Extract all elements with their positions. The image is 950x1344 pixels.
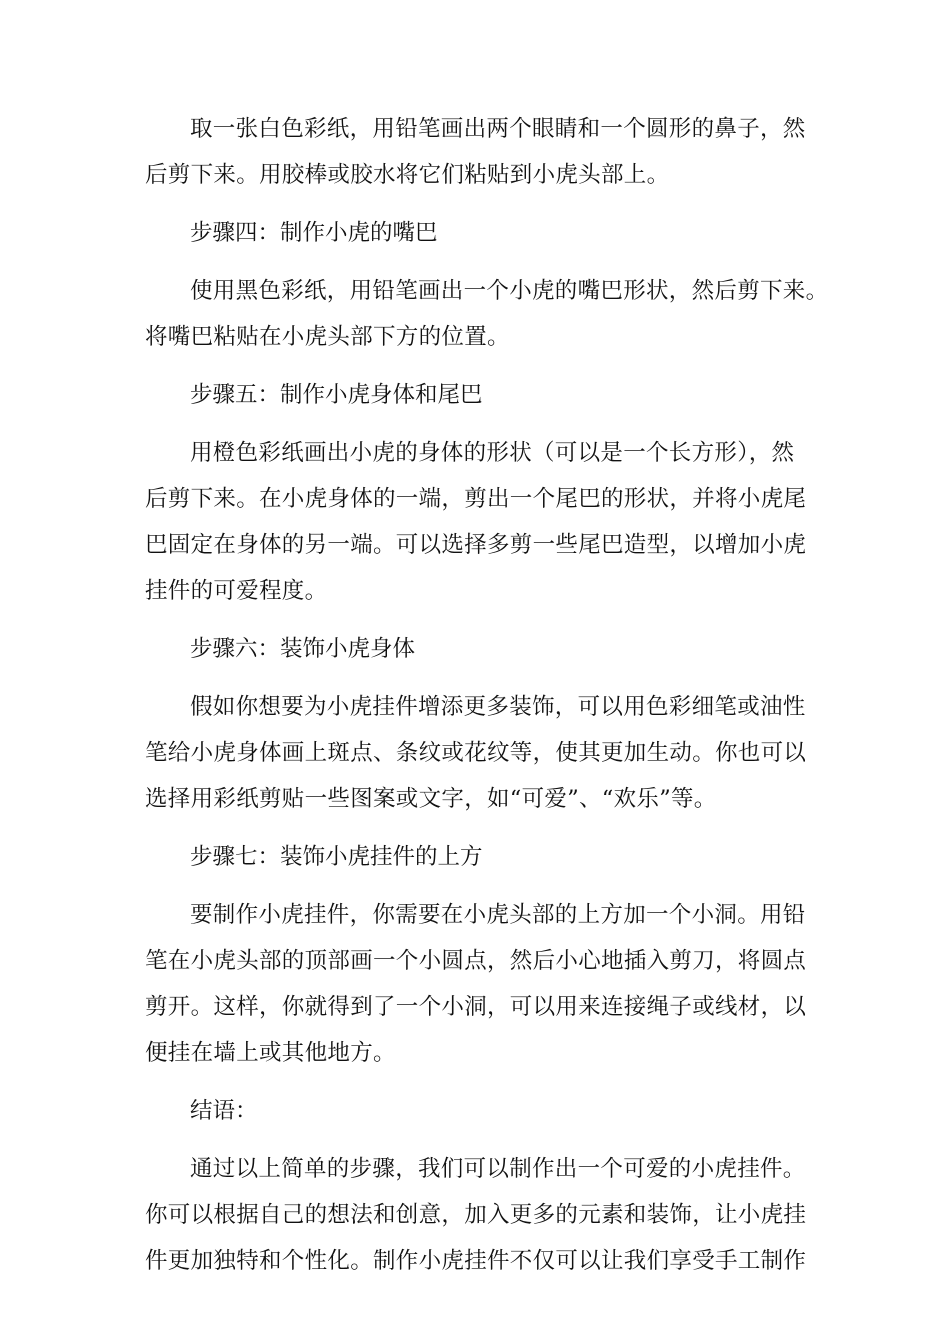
text-line: 挂件的可爱程度。 <box>145 578 328 604</box>
text-line: 件更加独特和个性化。制作小虎挂件不仅可以让我们享受手工制作 <box>145 1248 807 1274</box>
text-line: 笔给小虎身体画上斑点、条纹或花纹等，使其更加生动。你也可以 <box>145 740 807 766</box>
text-line: 你可以根据自己的想法和创意，加入更多的元素和装饰，让小虎挂 <box>145 1202 807 1228</box>
text-line: 后剪下来。在小虎身体的一端，剪出一个尾巴的形状，并将小虎尾 <box>145 486 807 512</box>
text-line: 使用黑色彩纸，用铅笔画出一个小虎的嘴巴形状，然后剪下来。 <box>190 278 829 304</box>
text-line: 用橙色彩纸画出小虎的身体的形状（可以是一个长方形），然 <box>190 440 795 466</box>
step-six-heading: 步骤六：装饰小虎身体 <box>190 636 416 662</box>
text-line: 假如你想要为小虎挂件增添更多装饰，可以用色彩细笔或油性 <box>190 694 806 720</box>
paragraph-conclusion <box>145 1146 813 1284</box>
text-line: 后剪下来。用胶棒或胶水将它们粘贴到小虎头部上。 <box>145 162 670 188</box>
step-five-heading: 步骤五：制作小虎身体和尾巴 <box>190 382 483 408</box>
step-seven-heading: 步骤七：装饰小虎挂件的上方 <box>190 844 483 870</box>
paragraph-decorate-body <box>145 684 813 822</box>
paragraph-eyes-nose <box>145 106 813 198</box>
text-line: 笔在小虎头部的顶部画一个小圆点，然后小心地插入剪刀，将圆点 <box>145 948 807 974</box>
step-four-heading: 步骤四：制作小虎的嘴巴 <box>190 220 438 246</box>
text-line: 将嘴巴粘贴在小虎头部下方的位置。 <box>145 324 510 350</box>
text-line: 剪开。这样，你就得到了一个小洞，可以用来连接绳子或线材，以 <box>145 994 807 1020</box>
text-line: 要制作小虎挂件，你需要在小虎头部的上方加一个小洞。用铅 <box>190 902 806 928</box>
paragraph-hanging-hole <box>145 892 813 1076</box>
text-line: 巴固定在身体的另一端。可以选择多剪一些尾巴造型，以增加小虎 <box>145 532 807 558</box>
text-line: 选择用彩纸剪贴一些图案或文字，如“可爱”、“欢乐”等。 <box>145 786 717 812</box>
text-line: 便挂在墙上或其他地方。 <box>145 1040 396 1066</box>
text-line: 通过以上简单的步骤，我们可以制作出一个可爱的小虎挂件。 <box>190 1156 806 1182</box>
paragraph-mouth <box>145 268 829 360</box>
document-body <box>145 106 829 1284</box>
conclusion-heading: 结语： <box>190 1098 258 1124</box>
paragraph-body-tail <box>145 430 813 614</box>
text-line: 取一张白色彩纸，用铅笔画出两个眼睛和一个圆形的鼻子，然 <box>190 116 806 142</box>
